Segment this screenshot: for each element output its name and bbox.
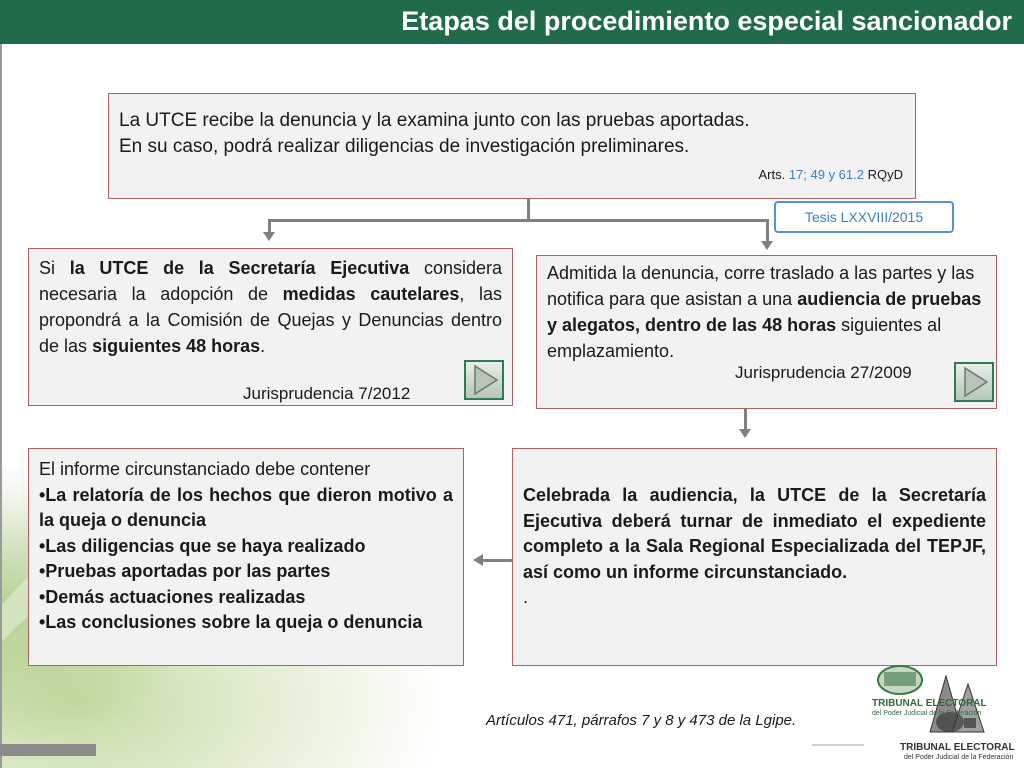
articles-citation <box>758 162 903 188</box>
jurisprudencia-label: Jurisprudencia 7/2012 <box>243 384 411 403</box>
footer-bar-left <box>0 744 96 756</box>
connector-horizontal <box>268 219 768 222</box>
page-title: Etapas del procedimiento especial sancionador <box>401 6 1012 36</box>
step-receive-complaint-line2: En su caso, podrá realizar diligencias de investigación preliminares. <box>119 136 690 157</box>
list-item: •La relatoría de los hechos que dieron motivo a la queja o denuncia <box>39 484 453 530</box>
citation-prefix: Arts. <box>758 167 786 182</box>
step2-text-7: . <box>260 336 266 356</box>
step2-text-6: siguientes 48 horas <box>92 336 261 356</box>
logo-line4: del Poder Judicial de la Federación <box>904 754 1014 761</box>
arrow-down-left-icon <box>263 232 275 241</box>
step2-text-1: Si <box>39 258 56 278</box>
list-item: •Demás actuaciones realizadas <box>39 586 306 607</box>
step2-text-3: considera necesaria la adopción de <box>39 258 502 304</box>
step2-text-5: , las propondrá a la Comisión de Quejas y Denuncias dentro de las <box>39 284 502 356</box>
left-rule <box>0 44 2 768</box>
step5-text: Celebrada la audiencia, la UTCE de la Secretaría Ejecutiva deberá turnar de inmediato el expediente completo a la Sala Regional Especializada del TEPJF, así como un informe circunstanciado. <box>523 485 986 582</box>
list-item: •Pruebas aportadas por las partes <box>39 561 331 581</box>
step-precautionary-measures <box>28 248 513 406</box>
footer-bar-right <box>812 744 864 756</box>
arrow-down-right-icon <box>761 241 773 250</box>
report-intro: El informe circunstanciado debe contener <box>39 459 371 479</box>
step5-dot: . <box>523 587 529 607</box>
jurisprudencia-label: Jurisprudencia 27/2009 <box>735 363 912 382</box>
play-icon[interactable] <box>954 362 994 402</box>
footer-articles: Artículos 471, párrafos 7 y 8 y 473 de la Lgipe. <box>486 712 797 729</box>
connector-right-drop <box>766 219 769 242</box>
step-receive-complaint <box>108 93 916 199</box>
arrow-down-icon <box>739 429 751 438</box>
step3-text-1: Admitida la denuncia, corre traslado a las partes y las notifica para que asistan a una <box>547 263 975 309</box>
step-admit-complaint <box>536 255 997 409</box>
step2-text-4: medidas cautelares <box>282 284 460 304</box>
step-send-to-court <box>512 448 997 666</box>
arrow-left-icon <box>473 554 483 566</box>
connector-step3-step5 <box>744 409 747 430</box>
list-item: •Las diligencias que se haya realizado <box>39 535 366 556</box>
connector-step5-step4 <box>482 559 512 562</box>
logo-line2: del Poder Judicial de la Federación <box>872 710 982 717</box>
citation-suffix: RQyD <box>867 167 903 182</box>
step-receive-complaint-line1: La UTCE recibe la denuncia y la examina junto con las pruebas aportadas. <box>119 110 750 131</box>
tribunal-logo <box>868 662 1024 768</box>
connector-left-drop <box>268 219 271 233</box>
play-icon[interactable] <box>464 360 504 400</box>
list-item: •Las conclusiones sobre la queja o denuncia <box>39 612 423 632</box>
step3-text-2: audiencia de pruebas y alegatos, dentro de las 48 horas <box>547 289 982 335</box>
connector-vertical-top <box>527 199 530 221</box>
logo-line3: TRIBUNAL ELECTORAL <box>900 742 1015 753</box>
logo-line1: TRIBUNAL ELECTORAL <box>872 698 987 709</box>
step2-text-2: la UTCE de la Secretaría Ejecutiva <box>69 258 410 278</box>
title-bar <box>0 0 1024 44</box>
citation-article-links[interactable]: 17; 49 y 61.2 <box>788 167 864 182</box>
tesis-button[interactable]: Tesis LXXVIII/2015 <box>774 201 954 233</box>
step-report-contents <box>28 448 464 666</box>
step3-text-3: siguientes al emplazamiento. <box>547 315 942 361</box>
